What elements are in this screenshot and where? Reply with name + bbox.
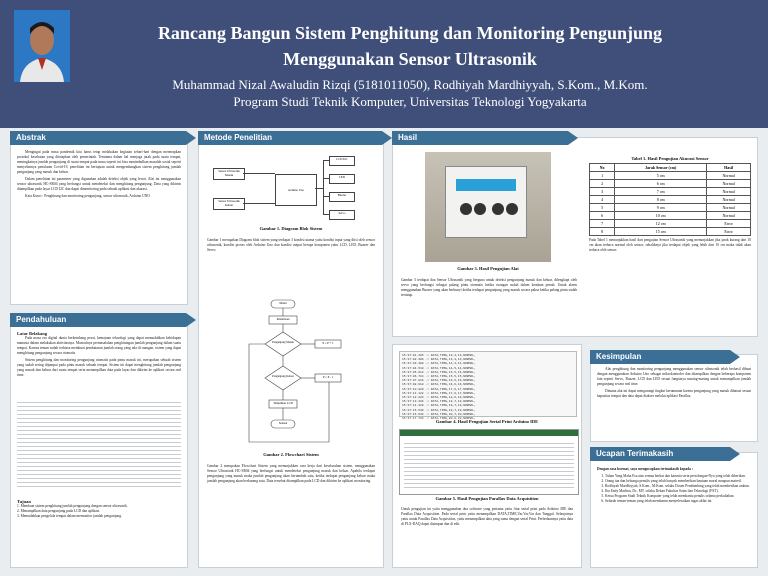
table-row <box>590 204 751 212</box>
table-cell: 5 <box>590 204 615 212</box>
lcd-screen <box>456 179 516 191</box>
abstrak-keywords: Kata Kunci : Penghitung dan monitoring pengunjung, sensor ultrasonik, Arduino UNO <box>25 194 150 198</box>
table-row <box>590 172 751 180</box>
tujuan-item-1: 1. Membuat sistem penghitung jumlah pengunjung dengan sensor ultrasonik. <box>17 504 128 508</box>
section-tab-abstrak: Abstrak <box>10 131 186 145</box>
table-cell: Normal <box>707 188 751 196</box>
table-row <box>590 220 751 228</box>
pendahuluan-text-lines <box>17 399 181 489</box>
arrow-line <box>315 188 323 189</box>
arrow-line <box>323 196 329 197</box>
pendahuluan-panel <box>10 318 188 568</box>
table-cell: 7 <box>590 220 615 228</box>
tujuan-item-2-text: Menampilkan data pengunjung pada LCD dan aplikasi. <box>20 509 101 513</box>
metode-panel <box>198 137 384 568</box>
table-cell: 8 cm <box>615 196 707 204</box>
fig2-caption: Gambar 2. Flowchart Sistem <box>263 452 319 457</box>
serial-line: 15:37:17.734 -> DATA,TIME,20,8,20,NORMAL, <box>402 417 476 421</box>
block-servo: Servo <box>329 210 355 220</box>
table-cell: 12 cm <box>615 220 707 228</box>
arrow-line <box>323 160 329 161</box>
flow-decision-keluar: Pengunjung Keluar <box>272 375 294 378</box>
table-cell: 4 <box>590 196 615 204</box>
table-cell: Normal <box>707 212 751 220</box>
abstrak-panel <box>10 137 188 305</box>
spreadsheet-rows <box>404 440 574 490</box>
flow-show: Tampilkan LCD <box>273 401 293 405</box>
ucapan-item: 5. Ketua Program Studi Teknik Komputer yang telah membantu penulis selama perkuliahan. <box>605 494 751 499</box>
ucapan-item: 6. Seluruh teman-teman yang telah membantu menyelesaikan tugas akhir ini. <box>605 499 751 504</box>
ucapan-item: 3. Rodhiyah Mardhiyyah, S.Kom., M.Kom. selaku Dosen Pembimbing yang telah memberikan arahan. <box>605 484 751 489</box>
tujuan-item-2: 2. Menampilkan data pengunjung pada LCD dan aplikasi. <box>17 509 101 513</box>
block-arduino: Arduino Uno <box>275 174 317 206</box>
serial-line: 15:37:07.816 -> DATA,TIME,16,5,16,NORMAL, <box>402 379 476 383</box>
table-cell: 10 cm <box>615 212 707 220</box>
arrow-line <box>323 160 324 214</box>
table-header: Jarak Sensor (cm) <box>615 164 707 172</box>
serial-line: 15:37:11.122 -> DATA,TIME,17,6,17,NORMAL, <box>402 391 476 395</box>
device-box <box>445 166 527 238</box>
arrow-line <box>323 178 329 179</box>
pendahuluan-body <box>17 331 181 382</box>
table-header: No <box>590 164 615 172</box>
author-photo <box>14 10 70 82</box>
table-cell: 6 cm <box>615 180 707 188</box>
tujuan-item-1-text: Membuat sistem penghitung jumlah pengunjung dengan sensor ultrasonik. <box>20 504 128 508</box>
serial-line: 15:37:02.306 -> DATA,TIME,13,4,13,NORMAL, <box>402 358 476 362</box>
block-sensor-keluar: Sensor Ultrasonik Keluar <box>213 198 245 210</box>
ucapan-list <box>597 474 751 504</box>
device-photo <box>425 152 551 262</box>
ucapan-intro: Dengan rasa hormat, saya mengucapkan terimakasih kepada : <box>597 467 694 471</box>
affiliation-line: Program Studi Teknik Komputer, Universitas Teknologi Yogyakarta <box>233 94 587 109</box>
ucapan-item: 4. Ibu Endy Marlina, Dr., MT. selaku Dekan Fakultas Sains dan Teknologi (FST). <box>605 489 751 494</box>
pendahuluan-p1: Pada masa era digital dunia berkembang pesat, kemajuan teknologi yang dapat memudahkan kehidupan manusia dalam melakukan aktivitasnya. Munculnya permasalahan penghitungan jumlah pengunjung dalam suatu tempat. Karena teman sudah terbiasa membuat pembatasan jumlah orang yang ada di ruangan, sistem yang dapat menghitung pengunjung secara otomatis. <box>17 336 181 355</box>
table-row <box>590 180 751 188</box>
plx-daq-screenshot <box>399 429 579 495</box>
kesimpulan-p1: Alat penghitung dan monitoring pengunjung menggunakan sensor ultrasonik telah berhasil dibuat dengan menggunakan Arduino Uno sebagai mikrokontroler dan ditampilkan dengan beberapa komponen lain seperti Servo, Buzzer, LCD dan LED sesuai fungsinya masing-masing untuk menampilkan jumlah pengunjung secara real time. <box>597 367 751 386</box>
tujuan-item-3: 3. Memudahkan pengelola tempat dalam memonitor jumlah pengunjung. <box>17 514 122 518</box>
arrow-line <box>243 203 275 204</box>
serial-line: 15:37:08.918 -> DATA,TIME,16,6,16,NORMAL, <box>402 383 476 387</box>
arrow-line <box>243 173 275 174</box>
serial-line: 15:37:15.530 -> DATA,TIME,19,7,19,NORMAL, <box>402 408 476 412</box>
serial-line: 15:37:12.224 -> DATA,TIME,18,6,18,NORMAL, <box>402 396 476 400</box>
table-row <box>590 228 751 236</box>
fig1-text: Gambar 1 merupakan Diagram blok sistem yang terdapat 3 kondisi utama yaitu kondisi input yang diisi oleh sensor ultrasonik, kondisi proses oleh Arduino Uno dan kondisi output berupa komponen yaitu LCD, LED, Buzzer dan Servo. <box>207 238 375 252</box>
abstrak-p2: Dalam penelitian ini parameter yang digunakan adalah deteksi objek yang lewat. Alat ini menggunakan sensor ultrasonik HC-SR04 yang berfungsi untuk mendeteksi dan menghitung pengunjung. Data yang dikirim ditampilkan pada layar LCD I2C dan dapat dimonitoring pada sebuah aplikasi dan akurasi. <box>17 177 181 191</box>
section-tab-kesimpulan: Kesimpulan <box>590 350 730 364</box>
table-cell: Normal <box>707 172 751 180</box>
flow-init: Inisialisasi <box>276 317 290 321</box>
tujuan-heading: Tujuan <box>17 499 31 504</box>
ucapan-panel <box>590 452 758 568</box>
table-cell: Error <box>707 220 751 228</box>
fig5-caption: Gambar 5. Hasil Pengujian Parallax Data Acquisition <box>435 496 539 501</box>
kesimpulan-p2: Dimana alat ini dapat mengurangi tingkat kerumunan karena pengunjung yang masuk dibatasi sesuai kapasitas tempat dan data dapat diakses melalui aplikasi Parallax. <box>597 389 751 398</box>
table-cell: 8 <box>590 228 615 236</box>
flow-start: Mulai <box>279 301 287 305</box>
abstrak-p1: Mengingat pada masa pandemik kita harus tetap melakukan kegiatan sehari-hari dengan menerapkan protokol kesehatan yang ditetapkan oleh pemerintah. Terutama dalam hal menjaga jarak pada suatu tempat, meningkatnya jumlah pengunjung di suatu tempat pada masa seperti ini bisa menimbulkan masalah sosial seperti menyebarnya penularan Covid-19, penelitian ini bertujuan untuk mengembangkan sistem penghitung jumlah pengunjung yang masuk dan keluar. <box>17 150 181 174</box>
block-led: LED <box>329 174 355 184</box>
serial-line: 15:37:10.020 -> DATA,TIME,17,6,17,NORMAL, <box>402 387 476 391</box>
kesimpulan-panel <box>590 354 758 442</box>
table-caption: Tabel 1. Hasil Pengujian Akurasi Sensor <box>631 156 709 161</box>
table-text: Pada Tabel 1 menunjukkan hasil dari pengujian Sensor Ultrasonik yang menunjukkan jika jarak kurang dari 10 cm akan terbaca normal oleh sensor, sebaliknya jika terdapat objek yang lebih dari 10 cm maka tidak akan terbaca oleh sensor. <box>589 238 751 252</box>
tujuan-item-3-text: Memudahkan pengelola tempat dalam memonitor jumlah pengunjung. <box>20 514 122 518</box>
tujuan-block <box>17 499 181 519</box>
section-tab-metode: Metode Penelitian <box>198 131 382 145</box>
title-line-1: Rancang Bangun Sistem Penghitung dan Monitoring Pengunjung <box>157 23 663 43</box>
table-cell: 3 <box>590 188 615 196</box>
flow-add: P = P + 1 <box>322 341 334 345</box>
ucapan-item: 1. Tuhan Yang Maha Esa atas semua berkat dan karunia serta pertolongan-Nya yang telah diberikan. <box>605 474 751 479</box>
serial-monitor <box>399 351 577 421</box>
table-cell: 5 cm <box>615 172 707 180</box>
section-tab-ucapan: Ucapan Terimakasih <box>590 447 730 461</box>
table-cell: Error <box>707 228 751 236</box>
title-line-2: Menggunakan Sensor Ultrasonik <box>283 49 537 69</box>
ucapan-body <box>597 467 751 504</box>
spreadsheet-toolbar <box>400 430 578 436</box>
hasil-panel <box>392 137 758 337</box>
sensor-eye <box>492 203 504 215</box>
serial-line: 15:37:01.205 -> DATA,TIME,13,4,13,NORMAL, <box>402 354 476 357</box>
table-header: Hasil <box>707 164 751 172</box>
sensor-eye <box>506 203 518 215</box>
poster-header <box>0 0 768 128</box>
accuracy-table <box>589 163 751 236</box>
block-sensor-masuk: Sensor Ultrasonik Masuk <box>213 168 245 180</box>
serial-line: 15:37:14.428 -> DATA,TIME,19,7,19,NORMAL, <box>402 404 476 408</box>
block-buzzer: Buzzer <box>329 192 355 202</box>
flow-sub: P = P - 1 <box>322 375 334 379</box>
fig5-text: Untuk pengujian ini yaitu menggunakan dua software yang pertama yaitu fitur serial print pada Arduino IDE dan Parallax Data Acquisition. Pada serial print yaitu menampilkan DATA,TIME,Var,Var,Var dan Tanggal. Selanjutnya yaitu untuk Parallax Data Acquisition, yaitu menampilkan data yang sama dengan serial Print. Perbedaannya yaitu data di PLX-DAQ dapat disimpan dan di edit. <box>401 507 573 526</box>
table-cell: Normal <box>707 196 751 204</box>
table-cell: 7 cm <box>615 188 707 196</box>
table-cell: 2 <box>590 180 615 188</box>
block-lcd: LCD I2C <box>329 156 355 166</box>
sensor-eye <box>474 203 486 215</box>
serial-line: 15:37:05.612 -> DATA,TIME,15,5,15,NORMAL, <box>402 370 476 374</box>
serial-line: 15:37:03.408 -> DATA,TIME,14,4,14,NORMAL, <box>402 362 476 366</box>
table-row <box>590 188 751 196</box>
fig2-text: Gambar 2 merupakan Flowchart Sistem yang menunjukkan cara kerja dari keseluruhan sistem, menggunakan Sensor Ultrasonik HC-SR04 yang berfungsi untuk mendeteksi pengunjung masuk dan keluar. Apabila terdapat pengunjung yang masuk maka jumlah pengunjung akan bertambah satu, ketika terdapat pengunjung keluar maka jumlah pengunjung akan berkurang satu. Data tersebut ditampilkan pada LCD dan dikirim ke aplikasi monitoring. <box>207 464 375 483</box>
poster-title <box>90 20 730 72</box>
authors-line: Muhammad Nizal Awaludin Rizqi (5181011050), Rodhiyah Mardhiyyah, S.Kom., M.Kom. <box>172 77 648 92</box>
table-cell: 1 <box>590 172 615 180</box>
table-row <box>590 196 751 204</box>
authors-block <box>90 76 730 110</box>
arrow-line <box>323 214 329 215</box>
fig4-caption: Gambar 4. Hasil Pengujian Serial Print Arduino IDE <box>435 419 539 424</box>
accuracy-table-block <box>589 156 751 253</box>
fig3-text: Gambar 3 terdapat dua Sensor Ultrasonik yang berguna untuk deteksi pengunjung masuk dan keluar, dilengkapi oleh servo yang berfungsi sebagai palang pintu otomatis ketika ruangan sudah dalam keadaan penuh. Untuk alarm menggunakan Buzzer yang akan berbunyi ketika terdapat pengunjung yang masuk secara paksa ketika palang pintu sudah tertutup. <box>401 278 577 297</box>
flow-decision-masuk: Pengunjung Masuk <box>272 341 294 344</box>
table-cell: 6 <box>590 212 615 220</box>
latar-belakang-heading: Latar Belakang <box>17 331 48 336</box>
serial-line: 15:37:13.326 -> DATA,TIME,18,7,18,NORMAL, <box>402 400 476 404</box>
serial-line: 15:37:04.510 -> DATA,TIME,14,5,14,NORMAL, <box>402 366 476 370</box>
table-row <box>590 212 751 220</box>
table-cell: Normal <box>707 180 751 188</box>
section-tab-pendahuluan: Pendahuluan <box>10 313 186 327</box>
table-cell: Normal <box>707 204 751 212</box>
kesimpulan-body <box>597 367 751 399</box>
flow-end: Selesai <box>278 421 288 425</box>
section-tab-hasil: Hasil <box>392 131 568 145</box>
sensor-eye <box>460 203 472 215</box>
pendahuluan-p2: Sistem penghitung dan monitoring pengunjung otomatis pada pintu masuk ini, merupakan sebuah sistem yang sudah sering dijumpai pada pintu masuk sebuah tempat. Sistem ini dapat menghitung jumlah pengunjung yang masuk dan keluar dari suatu tempat serta menampilkan data pada layar dan dikirim ke aplikasi secara real time. <box>17 358 181 377</box>
serial-line: 15:37:16.632 -> DATA,TIME,20,7,20,NORMAL, <box>402 412 476 416</box>
fig1-caption: Gambar 1. Diagram Blok Sistem <box>259 226 323 231</box>
abstrak-body <box>17 150 181 199</box>
table-cell: 9 cm <box>615 204 707 212</box>
serial-line: 15:37:06.714 -> DATA,TIME,15,5,15,NORMAL, <box>402 375 476 379</box>
hasil-lanjutan-panel <box>392 344 582 568</box>
fig3-caption: Gambar 3. Hasil Pengujian Alat <box>457 266 519 271</box>
ucapan-item: 2. Orang tua dan keluarga penulis yang telah banyak memberikan bantuan moral maupun materil. <box>605 479 751 484</box>
table-cell: 15 cm <box>615 228 707 236</box>
